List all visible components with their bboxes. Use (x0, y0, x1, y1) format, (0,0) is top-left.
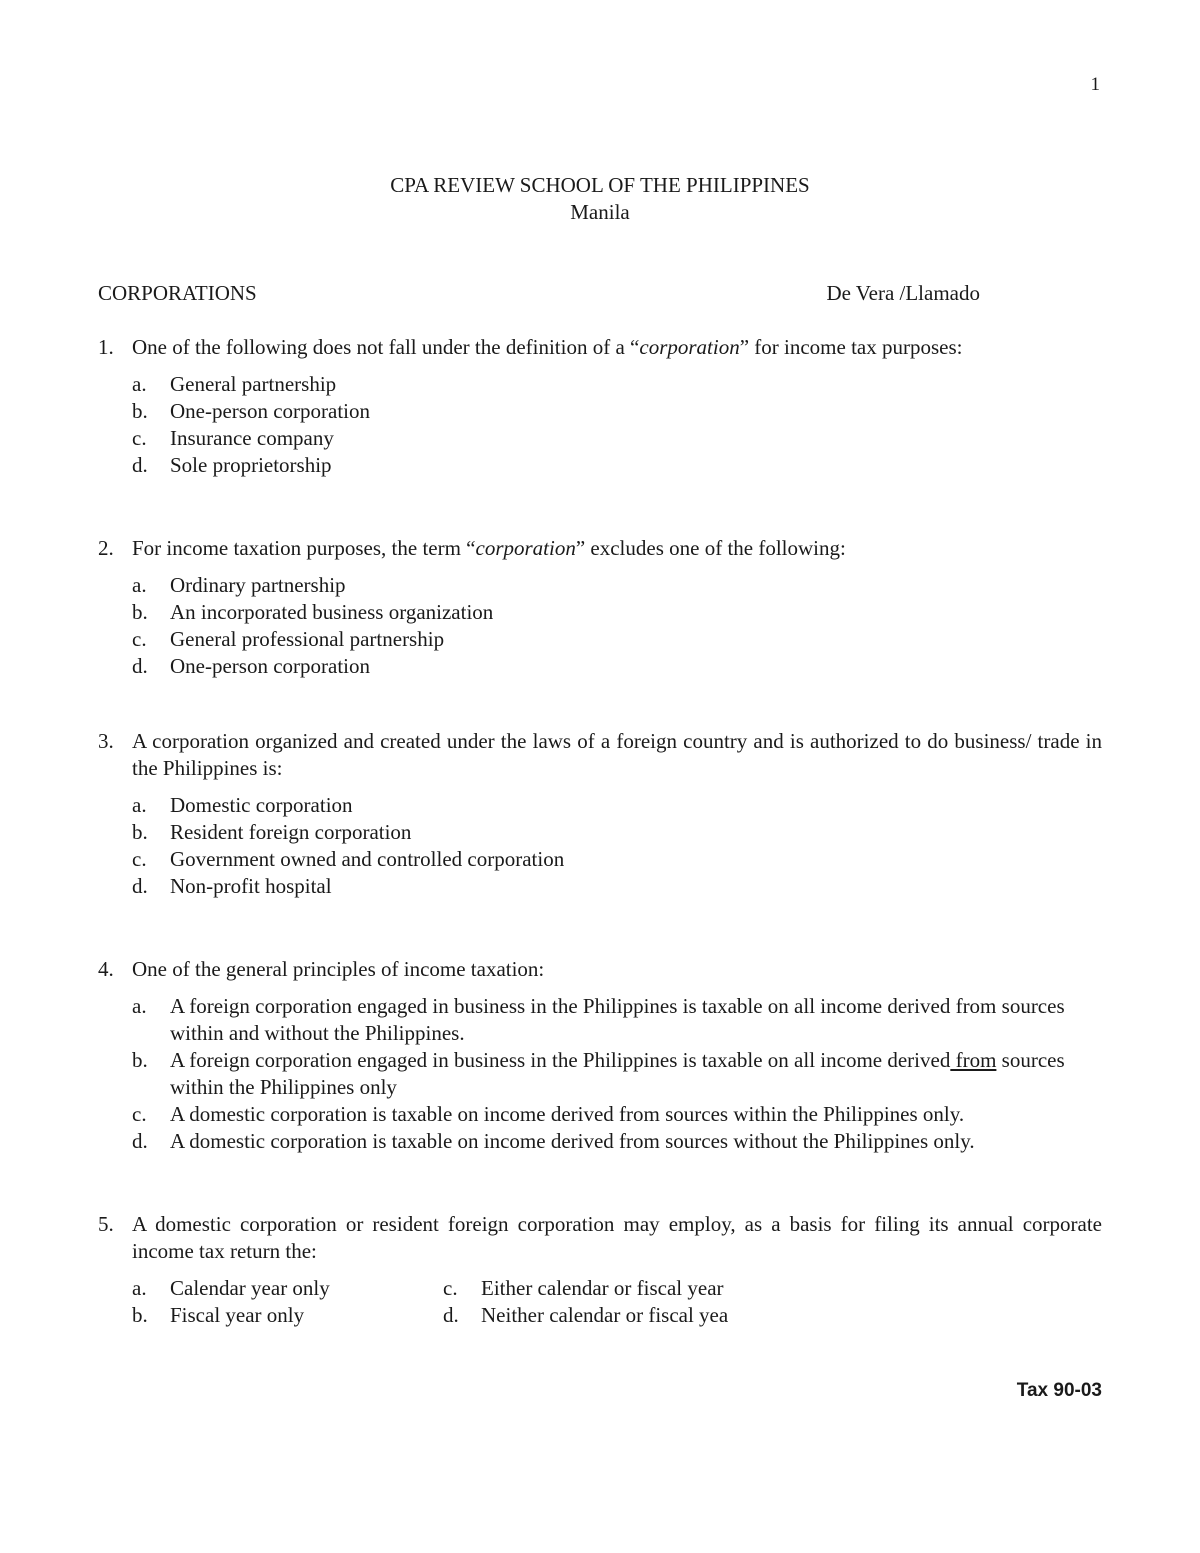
option-item (132, 1047, 1102, 1101)
option-text: Non-profit hospital (170, 874, 332, 898)
option-text: An incorporated business organization (170, 600, 494, 624)
option-letter: a. (132, 1276, 147, 1300)
footer-code: Tax 90-03 (1016, 1380, 1102, 1401)
option-list (132, 792, 1102, 900)
question-emphasis: corporation (639, 335, 740, 359)
option-letter: b. (132, 399, 148, 423)
option-letter: d. (132, 1129, 148, 1153)
question-text: One of the general principles of income taxation: (132, 957, 545, 981)
subject-title: CORPORATIONS (98, 281, 257, 305)
page-number: 1 (1090, 74, 1100, 95)
option-letter: c. (132, 627, 147, 651)
question-text-part: ” for income tax purposes: (739, 335, 963, 359)
option-item (132, 792, 1102, 819)
option-item (132, 1128, 1102, 1155)
option-item (443, 1275, 1102, 1302)
option-letter: c. (132, 847, 147, 871)
option-letter: c. (132, 1102, 147, 1126)
question-number: 2. (98, 536, 114, 560)
option-item (132, 653, 1102, 680)
option-text: Government owned and controlled corporation (170, 847, 565, 871)
question-number: 3. (98, 729, 114, 753)
option-item (132, 599, 1102, 626)
question-2 (98, 535, 1102, 680)
option-list (132, 993, 1102, 1155)
question-text: A domestic corporation or resident foreign corporation may employ, as a basis for filing its annual corporate income tax return the: (132, 1212, 1102, 1263)
option-list (132, 1275, 1102, 1329)
option-list (132, 371, 1102, 479)
option-text: General professional partnership (170, 627, 445, 651)
option-letter: c. (132, 426, 147, 450)
question-text (132, 334, 1102, 361)
option-text: Domestic corporation (170, 793, 353, 817)
option-letter: c. (443, 1276, 458, 1300)
question-emphasis: corporation (475, 536, 576, 560)
option-text: Either calendar or fiscal year (481, 1276, 724, 1300)
option-item (132, 993, 1102, 1047)
option-letter: d. (132, 654, 148, 678)
option-text: A domestic corporation is taxable on income derived from sources within the Philippines only. (170, 1102, 965, 1126)
option-letter: d. (443, 1303, 459, 1327)
question-text (132, 535, 1102, 562)
question-number: 1. (98, 335, 114, 359)
option-item (132, 846, 1102, 873)
option-letter: b. (132, 1048, 148, 1072)
option-text: Calendar year only (170, 1276, 330, 1300)
option-text: One-person corporation (170, 399, 371, 423)
question-number: 5. (98, 1212, 114, 1236)
option-item (132, 1302, 443, 1329)
question-3 (98, 728, 1102, 900)
option-text: Sole proprietorship (170, 453, 332, 477)
option-list (132, 572, 1102, 680)
option-letter: a. (132, 372, 147, 396)
school-city: Manila (570, 200, 630, 224)
option-text: Fiscal year only (170, 1303, 305, 1327)
question-5 (98, 1211, 1102, 1329)
option-letter: d. (132, 874, 148, 898)
option-item (132, 819, 1102, 846)
option-item (443, 1302, 1102, 1329)
option-text: One-person corporation (170, 654, 371, 678)
option-item (132, 452, 1102, 479)
option-text: A foreign corporation engaged in business in the Philippines is taxable on all income derived from sources within and without the Philippines. (170, 994, 1065, 1045)
option-item (132, 425, 1102, 452)
option-letter: a. (132, 994, 147, 1018)
option-text: Insurance company (170, 426, 334, 450)
option-text: A domestic corporation is taxable on income derived from sources without the Philippines only. (170, 1129, 975, 1153)
option-letter: a. (132, 793, 147, 817)
option-text (170, 1047, 1102, 1101)
option-text: General partnership (170, 372, 337, 396)
underlined-word: from (950, 1048, 997, 1072)
school-name: CPA REVIEW SCHOOL OF THE PHILIPPINES (390, 173, 810, 197)
question-4 (98, 956, 1102, 1155)
question-1 (98, 334, 1102, 479)
option-text: Neither calendar or fiscal yea (481, 1303, 729, 1327)
question-text-part: ” excludes one of the following: (575, 536, 846, 560)
option-text-part: sources within the Philippines only (170, 1048, 1065, 1099)
option-letter: b. (132, 820, 148, 844)
option-item (132, 1275, 443, 1302)
option-text: Ordinary partnership (170, 573, 346, 597)
subject-authors: De Vera /Llamado (826, 281, 980, 305)
option-item (132, 1101, 1102, 1128)
option-letter: b. (132, 600, 148, 624)
option-text-part: A foreign corporation engaged in business in the Philippines is taxable on all income derived (170, 1048, 951, 1072)
option-item (132, 398, 1102, 425)
question-number: 4. (98, 957, 114, 981)
question-text: A corporation organized and created under the laws of a foreign country and is authorized to do business/ trade in the Philippines is: (132, 729, 1102, 780)
option-item (132, 371, 1102, 398)
document-header (0, 172, 1200, 226)
question-text-part: For income taxation purposes, the term “ (132, 536, 476, 560)
subject-row (98, 281, 980, 306)
option-item (132, 873, 1102, 900)
question-text-part: One of the following does not fall under the definition of a “ (132, 335, 640, 359)
option-item (132, 572, 1102, 599)
option-letter: d. (132, 453, 148, 477)
option-letter: a. (132, 573, 147, 597)
option-text: Resident foreign corporation (170, 820, 412, 844)
option-item (132, 626, 1102, 653)
option-letter: b. (132, 1303, 148, 1327)
